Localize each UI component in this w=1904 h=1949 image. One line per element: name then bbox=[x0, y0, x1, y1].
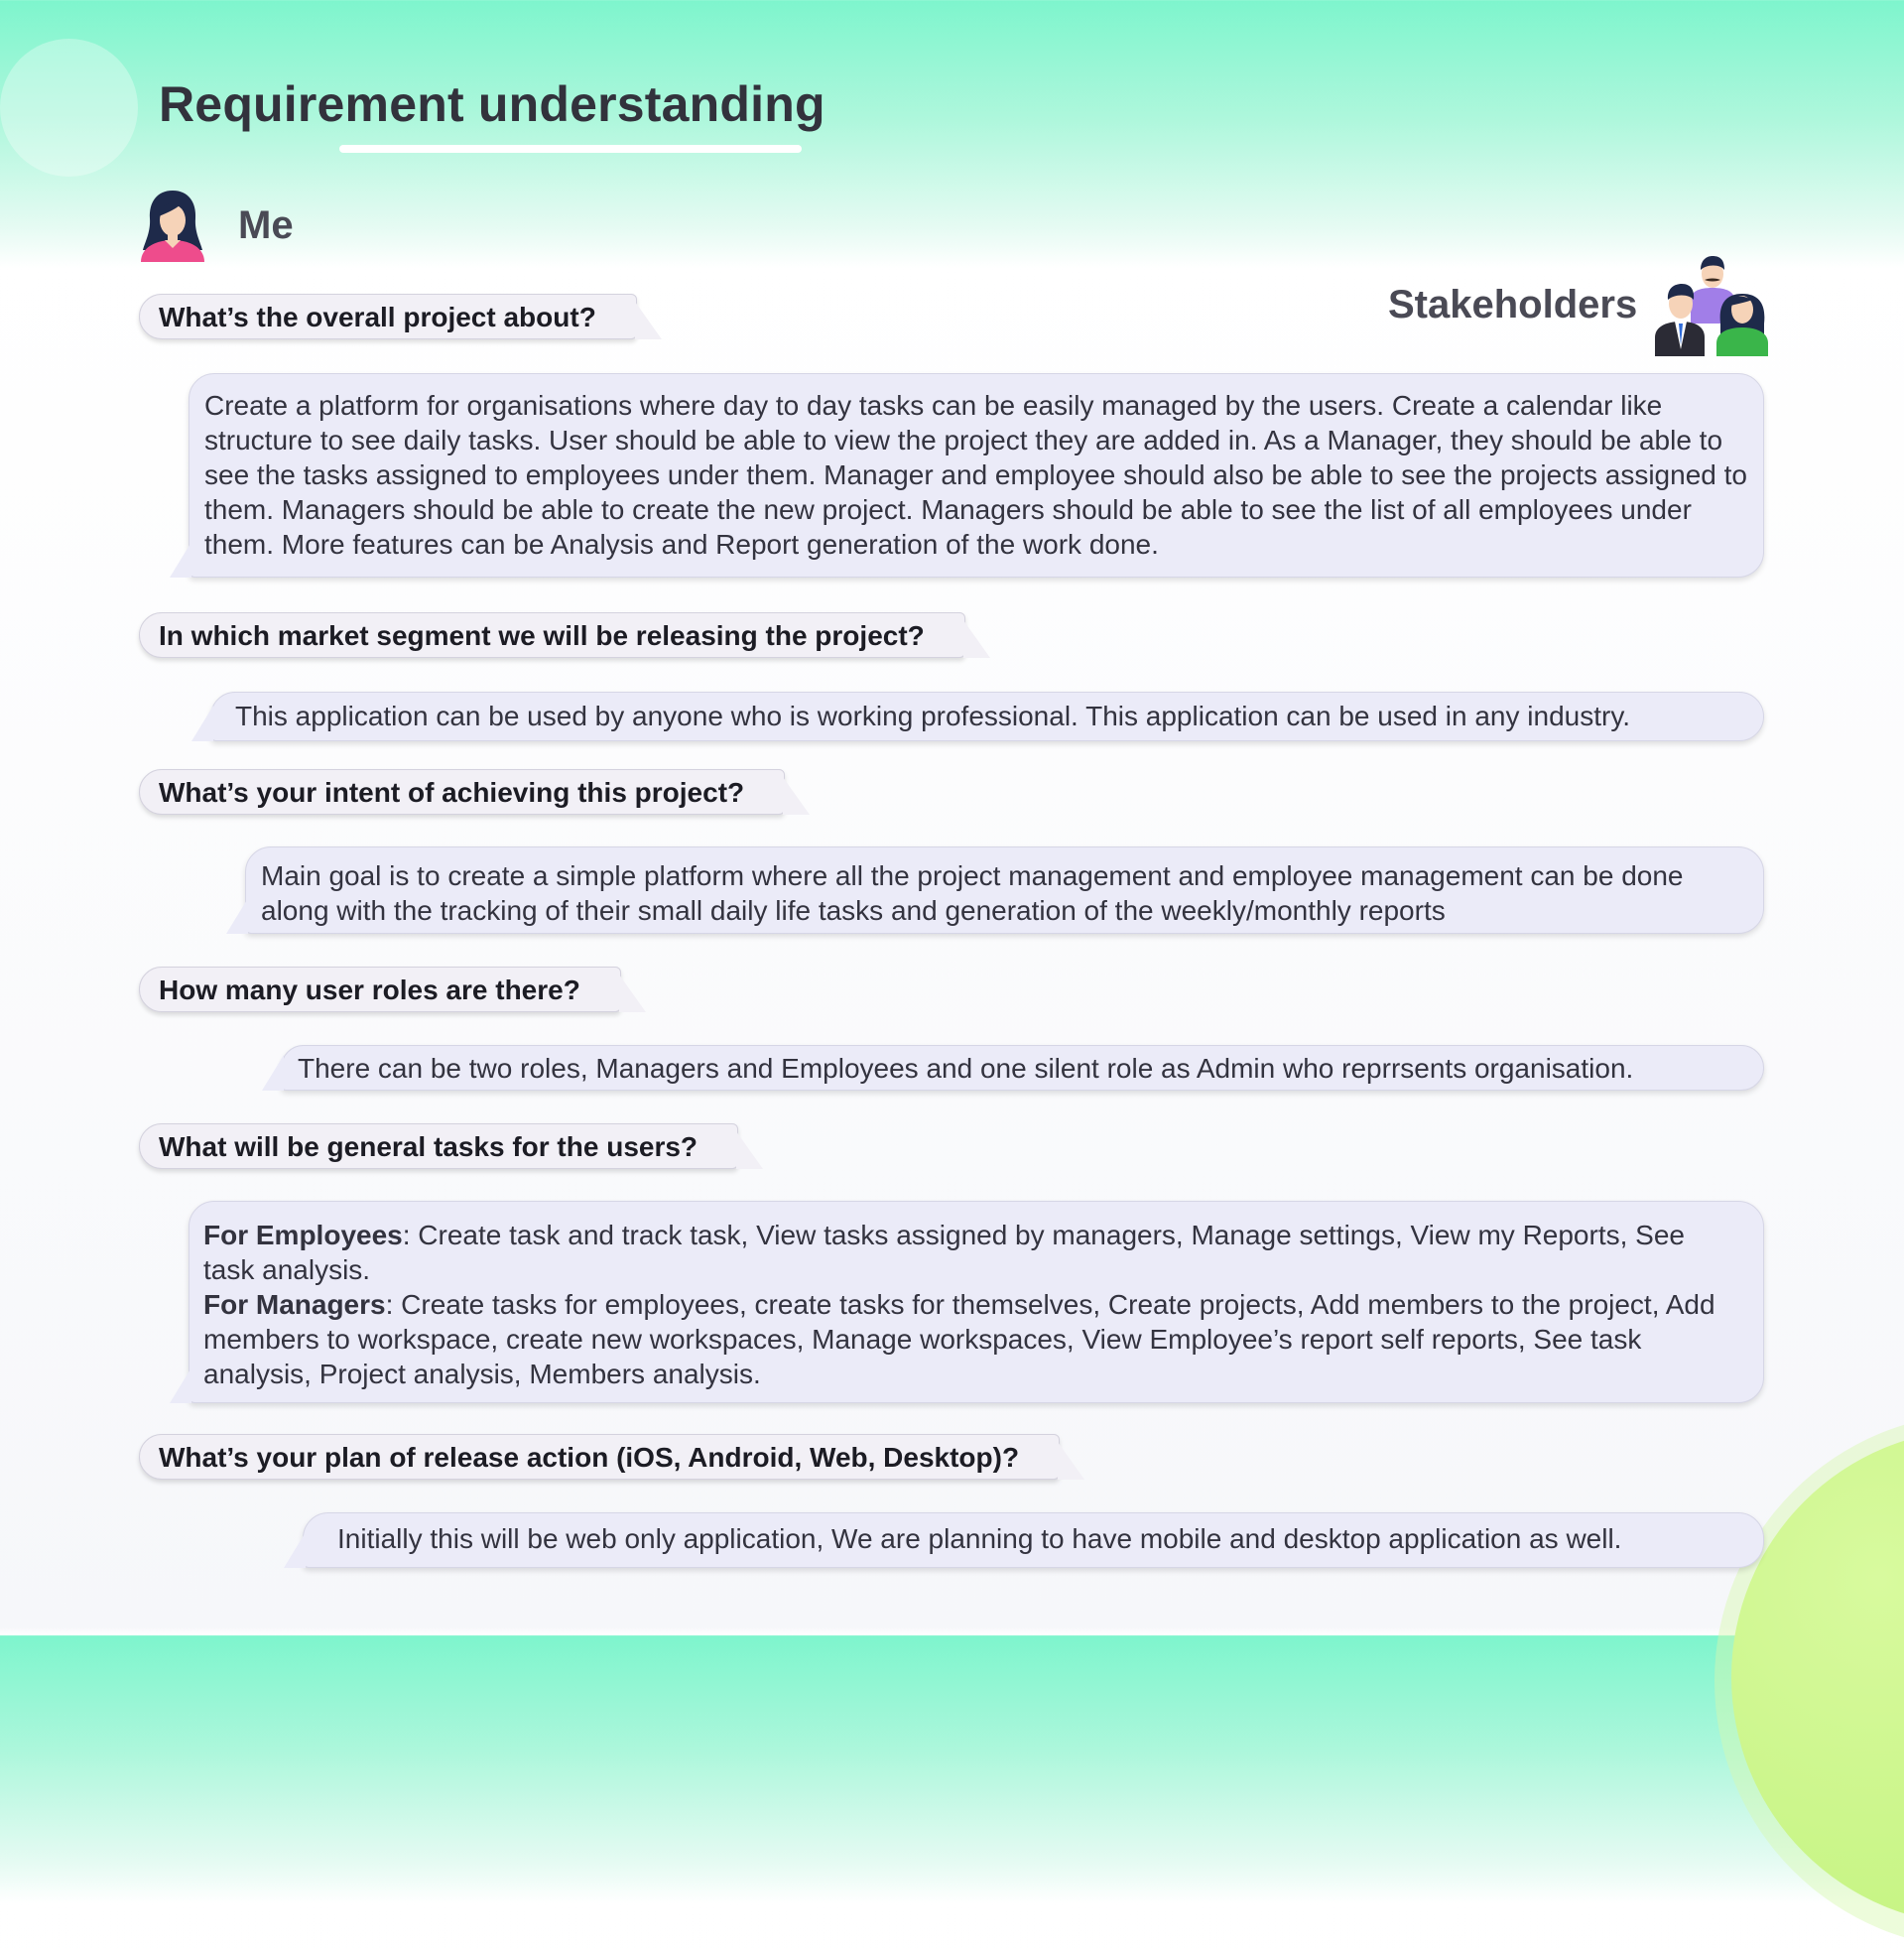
question-text: What’s the overall project about? bbox=[159, 302, 596, 332]
question-text: In which market segment we will be releasing the project? bbox=[159, 620, 925, 651]
question-bubble bbox=[139, 294, 637, 339]
answer-bubble bbox=[281, 1045, 1764, 1091]
question-bubble bbox=[139, 1434, 1060, 1480]
answer-text: This application can be used by anyone who is working professional. This application can be used in any industry. bbox=[235, 701, 1631, 731]
decorative-circle-green bbox=[1731, 1429, 1904, 1925]
managers-label: For Managers bbox=[203, 1289, 386, 1320]
group-avatar-icon bbox=[1655, 254, 1768, 356]
question-bubble bbox=[139, 612, 965, 658]
woman-avatar-icon bbox=[137, 187, 208, 262]
answer-text: Main goal is to create a simple platform where all the project management and employee management can be done along with the tracking of their small daily life tasks and generation of the weekly/monthly reports bbox=[261, 860, 1684, 926]
question-text: What’s your plan of release action (iOS, Android, Web, Desktop)? bbox=[159, 1442, 1020, 1473]
stakeholders-label: Stakeholders bbox=[1388, 283, 1638, 326]
answer-employees bbox=[203, 1218, 1733, 1287]
question-text: How many user roles are there? bbox=[159, 974, 580, 1005]
answer-text: Create a platform for organisations where day to day tasks can be easily managed by the users. Create a calendar like structure to see daily tasks. User should be able to view the project they are added in. As a Manager, they should be able to see the tasks assigned to employees under them. Manager and employee should also be able to see the projects assigned to them. Managers should be able to create the new project. Managers should be able to see the list of all employees under them. More features can be Analysis and Report generation of the work done. bbox=[204, 390, 1747, 560]
question-bubble bbox=[139, 1123, 738, 1169]
answer-bubble bbox=[210, 692, 1764, 741]
managers-tasks: : Create tasks for employees, create tasks for themselves, Create projects, Add members to the project, Add members to workspace, create new workspaces, Manage workspaces, View Employee’s report self reports, See task analysis, Project analysis, Members analysis. bbox=[203, 1289, 1715, 1389]
employees-tasks: : Create task and track task, View tasks assigned by managers, Manage settings, View my Reports, See task analysis. bbox=[203, 1220, 1685, 1285]
answer-managers bbox=[203, 1287, 1733, 1391]
question-text: What will be general tasks for the users? bbox=[159, 1131, 698, 1162]
decorative-circle bbox=[0, 39, 138, 177]
answer-text: There can be two roles, Managers and Employees and one silent role as Admin who reprrsents organisation. bbox=[298, 1053, 1634, 1084]
answer-bubble bbox=[303, 1512, 1764, 1568]
title-underline bbox=[339, 145, 802, 153]
question-text: What’s your intent of achieving this project? bbox=[159, 777, 745, 808]
me-label: Me bbox=[238, 203, 294, 247]
answer-text: Initially this will be web only application, We are planning to have mobile and desktop application as well. bbox=[337, 1523, 1622, 1554]
employees-label: For Employees bbox=[203, 1220, 403, 1250]
answer-bubble bbox=[245, 846, 1764, 934]
question-bubble bbox=[139, 967, 621, 1012]
answer-bubble bbox=[189, 373, 1764, 578]
page-title: Requirement understanding bbox=[159, 76, 825, 132]
question-bubble bbox=[139, 769, 785, 815]
answer-bubble bbox=[189, 1201, 1764, 1403]
